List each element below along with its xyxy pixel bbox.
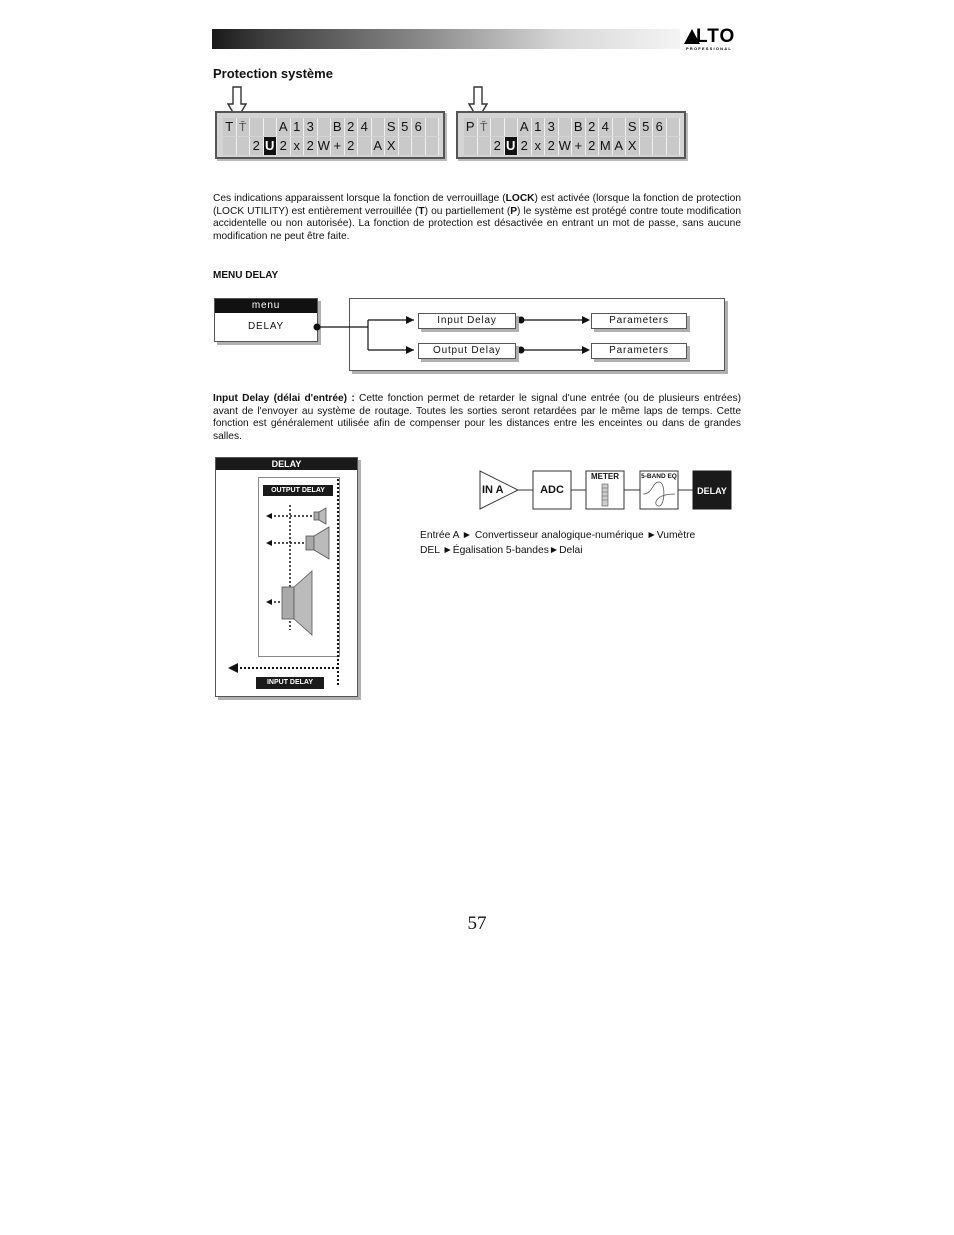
lcd-cell: A [613, 137, 627, 155]
input-delay-node: Input Delay [418, 313, 516, 329]
lcd-row-2 [464, 137, 680, 155]
lcd-cell: W [558, 138, 571, 153]
lcd-cell [372, 118, 386, 136]
lcd-cell: 2 [277, 137, 291, 155]
lcd-row-2 [223, 137, 439, 155]
text-run: Cette fonction permet de retarder le signal d'une entrée (ou de plusieurs entrées) avant de l'envoyer au système de routage. Toutes les sorties seront retardées par le même laps de temps. Cette fonction est généralement utilisée afin de compenser pour les distances entre les enceintes ou dans de grandes salles. [213, 393, 742, 442]
lcd-cell: T [223, 118, 237, 136]
lcd-cell: 2 [491, 137, 505, 155]
lcd-cell: B [572, 118, 586, 136]
lcd-cell [464, 137, 478, 155]
protection-paragraph [213, 193, 741, 243]
input-delay-term: Input Delay (délai d'entrée) : [213, 393, 355, 404]
lcd-cell: M [599, 138, 611, 153]
lcd-cell: X [385, 137, 399, 155]
lcd-cell: 2 [250, 137, 264, 155]
lcd-cell: 2 [304, 137, 318, 155]
lcd-cell [318, 118, 332, 136]
chain-block-delay: DELAY [697, 486, 727, 496]
menu-tab: menu [215, 299, 317, 313]
lcd-cell [264, 118, 278, 136]
lcd-cell: S [385, 118, 399, 136]
lcd-cell: 2 [586, 118, 600, 136]
lcd-cell: A [277, 118, 291, 136]
lcd-cell: S [626, 118, 640, 136]
chain-block-eq: 5-BAND EQ [641, 473, 677, 480]
text-run: Ces indications apparaissent lorsque la fonction de verrouillage ( [213, 193, 506, 204]
page-number: 57 [467, 913, 487, 934]
lcd-cell: 3 [545, 118, 559, 136]
lcd-cell: A [518, 118, 532, 136]
lcd-cell [426, 137, 440, 155]
input-delay-label: INPUT DELAY [256, 677, 324, 689]
lcd-cell [653, 137, 667, 155]
menu-box [214, 298, 318, 342]
lcd-cell: + [572, 137, 586, 155]
lcd-cell: U [505, 137, 519, 155]
chain-block-meter: METER [591, 472, 619, 481]
chain-caption-line1: Entrée A ► Convertisseur analogique-numérique ►Vumètre [420, 530, 696, 541]
lcd-cell: 5 [640, 118, 654, 136]
lcd-cell: 3 [304, 118, 318, 136]
lcd-cell [358, 137, 372, 155]
lcd-cell [223, 137, 237, 155]
lcd-cell: B [331, 118, 345, 136]
lcd-cell: U [264, 137, 278, 155]
lcd-cell: 2 [545, 137, 559, 155]
parameters-node-2: Parameters [591, 343, 687, 359]
lcd-cell: ⍑ [237, 118, 251, 136]
lcd-cell [250, 118, 264, 136]
lcd-panel-partial-lock [456, 111, 686, 159]
text-run: ) est activée (lorsque la fonction de protection (LOCK UTILITY) est entièrement verrouillée ( [213, 193, 741, 217]
parameters-node-1: Parameters [591, 313, 687, 329]
lcd-cell [613, 118, 627, 136]
lcd-panel-total-lock [215, 111, 445, 159]
lcd-cell [640, 137, 654, 155]
text-run: ) ou partiellement ( [424, 205, 511, 217]
lcd-row-1 [464, 118, 680, 136]
lcd-cell [559, 118, 573, 136]
section-title-protection: Protection système [213, 66, 333, 81]
lcd-cell: A [372, 137, 386, 155]
lcd-cell: 2 [345, 137, 359, 155]
alto-logo [684, 27, 742, 51]
lcd-cell: 5 [399, 118, 413, 136]
header-gradient-bar [212, 29, 680, 49]
lcd-cell: 4 [358, 118, 372, 136]
lcd-cell: x [532, 137, 546, 155]
delay-diagram-title: DELAY [216, 458, 357, 470]
lcd-cell [491, 118, 505, 136]
lcd-cell: 2 [518, 137, 532, 155]
lcd-cell: 1 [291, 118, 305, 136]
chain-block-in-a: IN A [482, 484, 504, 496]
lcd-cell [478, 137, 492, 155]
output-delay-label: OUTPUT DELAY [263, 485, 333, 496]
lcd-cell: 4 [599, 118, 613, 136]
text-run: ) le système est protégé contre toute modification accidentelle ou non autorisée). La fonction de protection est désactivée en entrant un mot de passe, sans aucune modification ne peut être faite. [213, 205, 741, 242]
lcd-row-1 [223, 118, 439, 136]
lcd-cell: 6 [653, 118, 667, 136]
lcd-cell: W [317, 138, 330, 153]
lcd-cell [667, 118, 681, 136]
lcd-cell: x [291, 137, 305, 155]
chain-block-adc: ADC [540, 484, 564, 496]
delay-routing-graphic [222, 475, 354, 695]
lcd-cell [399, 137, 413, 155]
lcd-cell [412, 137, 426, 155]
p-term: P [510, 205, 518, 217]
lcd-cell [505, 118, 519, 136]
lcd-cell: P [464, 118, 478, 136]
lcd-cell [237, 137, 251, 155]
logo-subtext: PROFESSIONAL [686, 46, 732, 51]
lcd-cell: 6 [412, 118, 426, 136]
lcd-cell: X [626, 137, 640, 155]
t-term: T [418, 205, 425, 217]
output-delay-node: Output Delay [418, 343, 516, 359]
lcd-cell [667, 137, 681, 155]
lcd-cell: 2 [345, 118, 359, 136]
lock-term: LOCK [505, 193, 535, 204]
input-delay-paragraph [213, 393, 741, 443]
lcd-cell: 1 [532, 118, 546, 136]
lcd-cell: + [331, 137, 345, 155]
chain-caption-line2: DEL ►Égalisation 5-bandes►Delai [420, 545, 583, 556]
lcd-cell: ⍑ [478, 118, 492, 136]
lcd-cell: 2 [586, 137, 600, 155]
menu-item-delay: DELAY [247, 321, 285, 332]
lcd-cell [426, 118, 440, 136]
logo-word: LTO [696, 26, 736, 47]
menu-delay-heading: MENU DELAY [213, 270, 279, 281]
